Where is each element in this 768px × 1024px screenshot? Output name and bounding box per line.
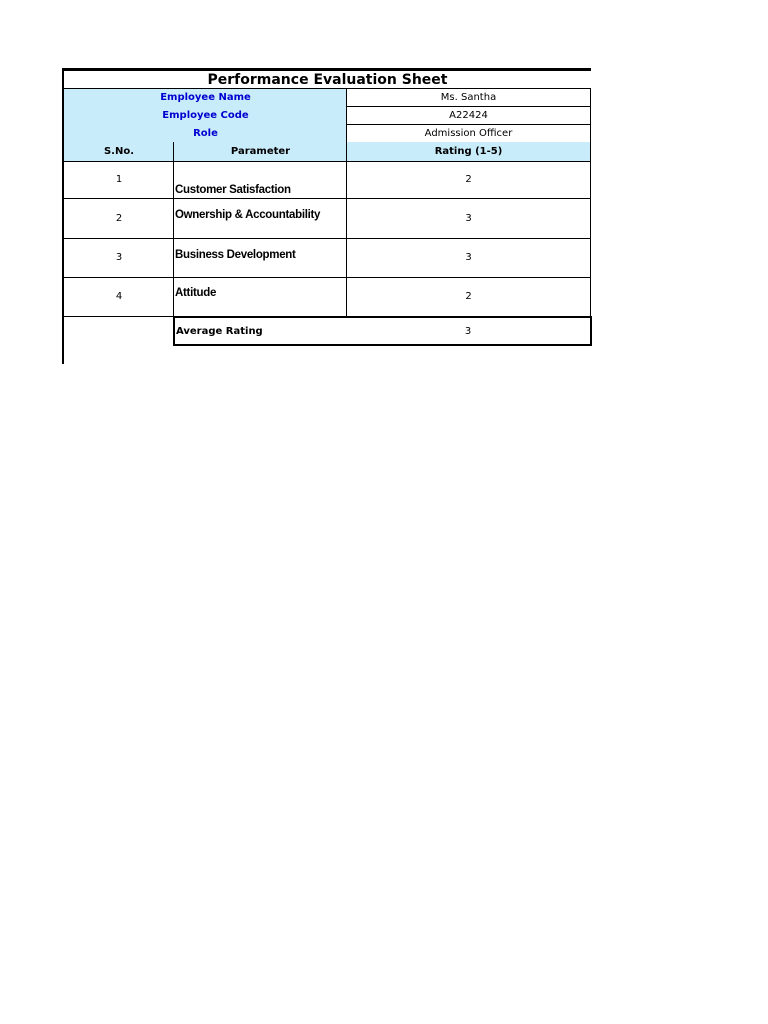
row-1-parameter: Customer Satisfaction — [173, 161, 347, 199]
row-4-sno: 4 — [62, 277, 174, 317]
row-2-rating: 3 — [346, 198, 591, 239]
row-2-parameter: Ownership & Accountability — [173, 198, 347, 239]
employee-name-value: Ms. Santha — [346, 88, 591, 107]
employee-code-value: A22424 — [346, 106, 591, 125]
evaluation-sheet — [62, 68, 592, 364]
role-label: Role — [62, 124, 347, 143]
average-rating-value: 3 — [346, 316, 592, 346]
column-header-sno: S.No. — [62, 142, 174, 162]
role-value: Admission Officer — [346, 124, 591, 143]
row-2-sno: 2 — [62, 198, 174, 239]
employee-code-label: Employee Code — [62, 106, 347, 125]
row-1-sno: 1 — [62, 161, 174, 199]
column-header-rating: Rating (1-5) — [346, 142, 591, 162]
row-3-parameter: Business Development — [173, 238, 347, 278]
row-3-rating: 3 — [346, 238, 591, 278]
employee-name-label: Employee Name — [62, 88, 347, 107]
average-rating-label: Average Rating — [173, 316, 347, 346]
column-header-parameter: Parameter — [173, 142, 347, 162]
row-4-rating: 2 — [346, 277, 591, 317]
row-1-rating: 2 — [346, 161, 591, 199]
row-3-sno: 3 — [62, 238, 174, 278]
left-border-line — [62, 316, 64, 364]
row-4-parameter: Attitude — [173, 277, 347, 317]
sheet-title: Performance Evaluation Sheet — [62, 68, 591, 88]
